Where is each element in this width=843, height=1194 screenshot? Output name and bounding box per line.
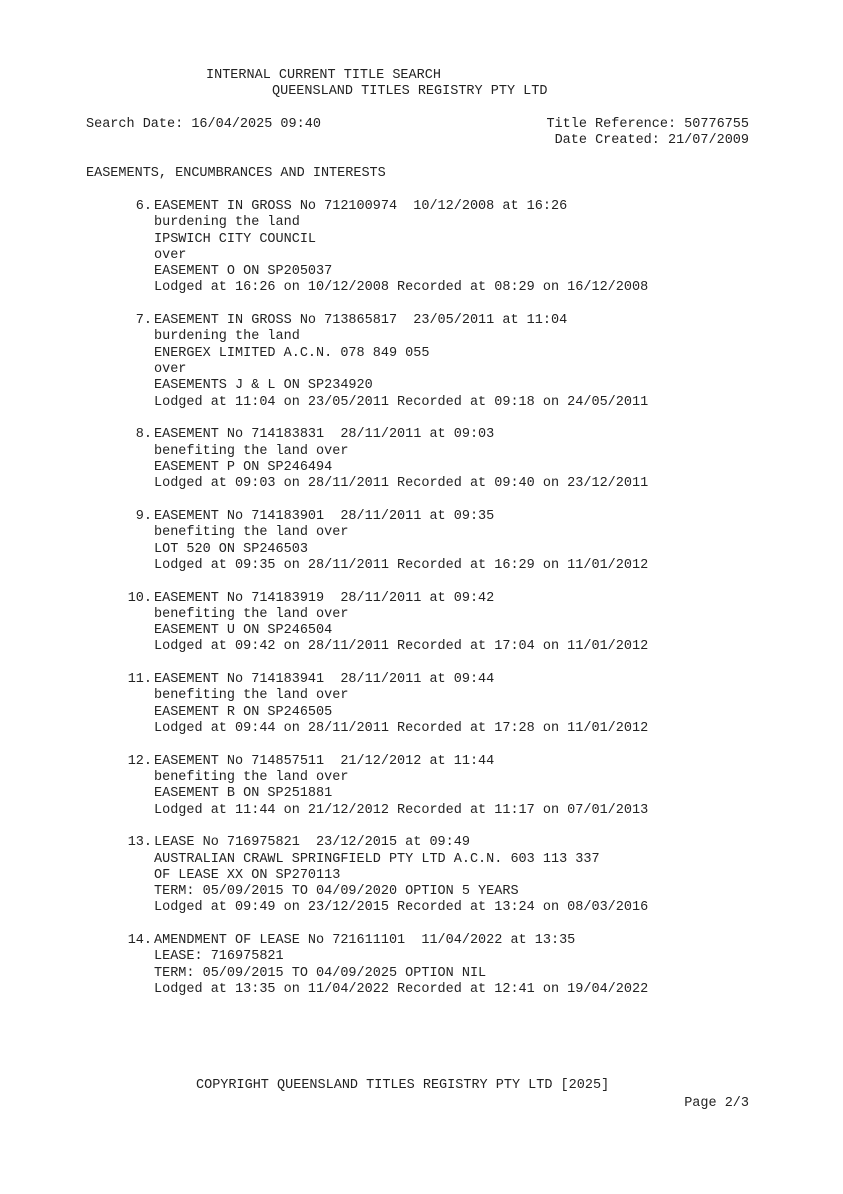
entry-line: Lodged at 16:26 on 10/12/2008 Recorded at 08:29 on 16/12/2008 — [154, 280, 649, 296]
encumbrance-entry — [86, 835, 786, 916]
entry-line: EASEMENT O ON SP205037 — [154, 264, 333, 280]
entry-line: Lodged at 09:03 on 28/11/2011 Recorded at 09:40 on 23/12/2011 — [154, 476, 649, 492]
entry-number: 8. — [135, 427, 152, 443]
entry-line: ENERGEX LIMITED A.C.N. 078 849 055 — [154, 345, 430, 361]
entry-line: burdening the land — [154, 215, 300, 231]
entry-line: burdening the land — [154, 329, 300, 345]
title-reference: Title Reference: 50776755 — [546, 117, 749, 132]
entry-line: Lodged at 09:42 on 28/11/2011 Recorded at 17:04 on 11/01/2012 — [154, 639, 649, 655]
registry-name: QUEENSLAND TITLES REGISTRY PTY LTD — [272, 84, 548, 99]
section-heading: EASEMENTS, ENCUMBRANCES AND INTERESTS — [86, 166, 386, 181]
encumbrance-entry — [86, 591, 786, 656]
encumbrance-entry — [86, 754, 786, 819]
entry-line: TERM: 05/09/2015 TO 04/09/2020 OPTION 5 YEARS — [154, 884, 519, 900]
entry-line: LEASE No 716975821 23/12/2015 at 09:49 — [154, 835, 470, 851]
entry-line: over — [154, 362, 187, 378]
entry-line: EASEMENT No 714183831 28/11/2011 at 09:03 — [154, 427, 495, 443]
entry-line: EASEMENT No 714857511 21/12/2012 at 11:44 — [154, 753, 495, 769]
entry-number: 13. — [127, 835, 152, 851]
entry-line: AMENDMENT OF LEASE No 721611101 11/04/2022 at 13:35 — [154, 933, 576, 949]
entry-number: 7. — [135, 313, 152, 329]
entry-line: EASEMENT P ON SP246494 — [154, 459, 333, 475]
entry-number: 9. — [135, 508, 152, 524]
encumbrance-entry — [86, 313, 786, 411]
entry-line: EASEMENTS J & L ON SP234920 — [154, 378, 373, 394]
encumbrance-entry — [86, 933, 786, 998]
encumbrance-list — [86, 199, 786, 1015]
entry-line: EASEMENT No 714183901 28/11/2011 at 09:35 — [154, 508, 495, 524]
entry-line: Lodged at 11:44 on 21/12/2012 Recorded at 11:17 on 07/01/2013 — [154, 802, 649, 818]
entry-line: EASEMENT No 714183919 28/11/2011 at 09:42 — [154, 590, 495, 606]
entry-line: OF LEASE XX ON SP270113 — [154, 867, 341, 883]
entry-line: AUSTRALIAN CRAWL SPRINGFIELD PTY LTD A.C.N. 603 113 337 — [154, 851, 600, 867]
entry-line: EASEMENT B ON SP251881 — [154, 786, 333, 802]
entry-line: EASEMENT No 714183941 28/11/2011 at 09:44 — [154, 672, 495, 688]
entry-line: EASEMENT IN GROSS No 712100974 10/12/2008 at 16:26 — [154, 199, 568, 214]
entry-number: 10. — [127, 590, 152, 606]
encumbrance-entry — [86, 427, 786, 492]
entry-line: EASEMENT IN GROSS No 713865817 23/05/2011 at 11:04 — [154, 313, 568, 329]
entry-line: LOT 520 ON SP246503 — [154, 541, 308, 557]
entry-line: benefiting the land over — [154, 443, 349, 459]
entry-line: benefiting the land over — [154, 769, 349, 785]
document-title: INTERNAL CURRENT TITLE SEARCH — [206, 68, 441, 83]
entry-number: 12. — [127, 753, 152, 769]
encumbrance-entry — [86, 199, 786, 297]
entry-line: benefiting the land over — [154, 525, 349, 541]
entry-line: Lodged at 11:04 on 23/05/2011 Recorded at 09:18 on 24/05/2011 — [154, 394, 649, 410]
entry-line: EASEMENT U ON SP246504 — [154, 623, 333, 639]
entry-line: IPSWICH CITY COUNCIL — [154, 231, 317, 247]
copyright-notice: COPYRIGHT QUEENSLAND TITLES REGISTRY PTY LTD [2025] — [196, 1078, 610, 1093]
entry-line: EASEMENT R ON SP246505 — [154, 704, 333, 720]
entry-number: 6. — [135, 199, 152, 214]
encumbrance-entry — [86, 672, 786, 737]
entry-line: Lodged at 09:35 on 28/11/2011 Recorded at 16:29 on 11/01/2012 — [154, 557, 649, 573]
page-number: Page 2/3 — [684, 1096, 749, 1111]
entry-line: Lodged at 09:49 on 23/12/2015 Recorded at 13:24 on 08/03/2016 — [154, 900, 649, 916]
entry-line: LEASE: 716975821 — [154, 949, 284, 965]
entry-line: benefiting the land over — [154, 606, 349, 622]
entry-number: 14. — [127, 933, 152, 949]
entry-line: Lodged at 13:35 on 11/04/2022 Recorded at 12:41 on 19/04/2022 — [154, 982, 649, 997]
encumbrance-entry — [86, 509, 786, 574]
entry-line: Lodged at 09:44 on 28/11/2011 Recorded at 17:28 on 11/01/2012 — [154, 720, 649, 736]
entry-line: over — [154, 247, 187, 263]
entry-number: 11. — [127, 672, 152, 688]
entry-line: benefiting the land over — [154, 688, 349, 704]
date-created: Date Created: 21/07/2009 — [554, 133, 749, 148]
search-date: Search Date: 16/04/2025 09:40 — [86, 117, 321, 132]
entry-line: TERM: 05/09/2015 TO 04/09/2025 OPTION NIL — [154, 965, 487, 981]
